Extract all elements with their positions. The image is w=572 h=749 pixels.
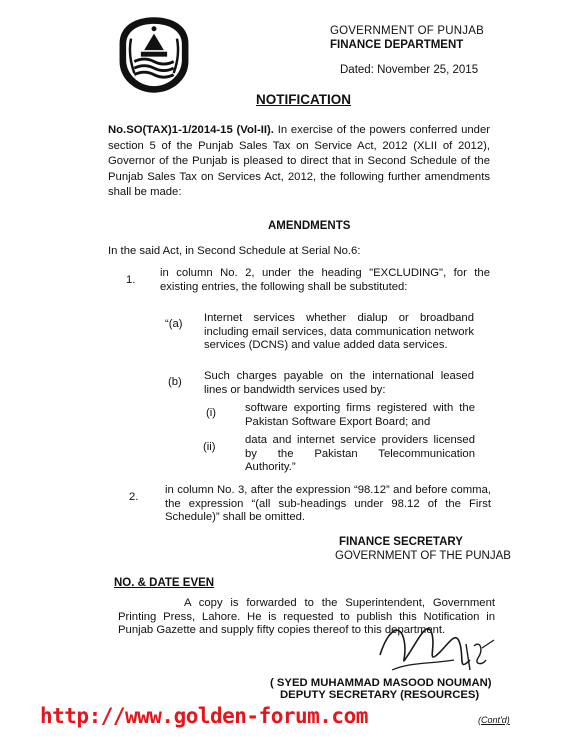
item-1b-text: Such charges payable on the international leased lines or bandwidth services used by: xyxy=(204,370,474,396)
notification-body: In exercise of the powers conferred under section 5 of the Punjab Sales Tax on Service Act, 2012 (XLII of 2012), Governor of the Punjab is pleased to direct that in Second Schedule of the Punjab Sales Tax on Services Act, 2012, the following further amendments shall be made: xyxy=(108,124,490,198)
item-1-number: 1. xyxy=(126,274,136,286)
notification-ref: No.SO(TAX)1-1/2014-15 (Vol-II). xyxy=(108,124,274,136)
item-1bi-label: (i) xyxy=(206,407,217,419)
item-1bii-label: (ii) xyxy=(203,441,216,453)
copy-forward-text: A copy is forwarded to the Superintendent, Government Printing Press, Lahore. He is requested to publish this Notification in Punjab Gazette and supply fifty copies thereof to this department. xyxy=(118,597,495,636)
item-1b-label: (b) xyxy=(168,376,182,388)
even-title: NO. & DATE EVEN xyxy=(114,577,215,589)
signatory-designation: DEPUTY SECRETARY (RESOURCES) xyxy=(280,689,480,701)
amendments-title: AMENDMENTS xyxy=(268,220,351,232)
government-header xyxy=(330,24,484,52)
continued-marker: (Cont'd) xyxy=(478,715,510,725)
punjab-emblem-icon xyxy=(113,14,195,96)
item-1-text: in column No. 2, under the heading "EXCLUDING", for the existing entries, the following shall be substituted: xyxy=(160,267,490,293)
watermark-url: http://www.golden-forum.com xyxy=(40,704,368,728)
signatory-name: ( SYED MUHAMMAD MASOOD NOUMAN) xyxy=(270,677,492,689)
item-1a-text: Internet services whether dialup or broadband including email services, data communication network services (DCNS) and value added data services. xyxy=(204,312,474,351)
document-date: Dated: November 25, 2015 xyxy=(340,64,479,76)
item-1a-label: “(a) xyxy=(165,318,183,330)
item-2-text: in column No. 3, after the expression “98.12” and before comma, the expression “(all sub-headings under 98.12 of the First Schedule)” shall be omitted. xyxy=(165,484,491,523)
header-government: GOVERNMENT OF PUNJAB xyxy=(330,25,484,37)
item-1bi-text: software exporting firms registered with the Pakistan Software Export Board; and xyxy=(245,402,475,428)
item-2-number: 2. xyxy=(129,491,139,503)
amendments-intro: In the said Act, in Second Schedule at Serial No.6: xyxy=(108,245,361,257)
finance-secretary-block xyxy=(335,535,511,563)
finance-secretary-org: GOVERNMENT OF THE PUNJAB xyxy=(335,550,511,562)
notification-title: NOTIFICATION xyxy=(256,92,351,107)
item-1bii-text: data and internet service providers licensed by the Pakistan Telecommunication Authority.” xyxy=(245,434,475,473)
finance-secretary-title: FINANCE SECRETARY xyxy=(339,536,463,548)
header-department: FINANCE DEPARTMENT xyxy=(330,39,464,51)
notification-paragraph xyxy=(108,123,490,201)
